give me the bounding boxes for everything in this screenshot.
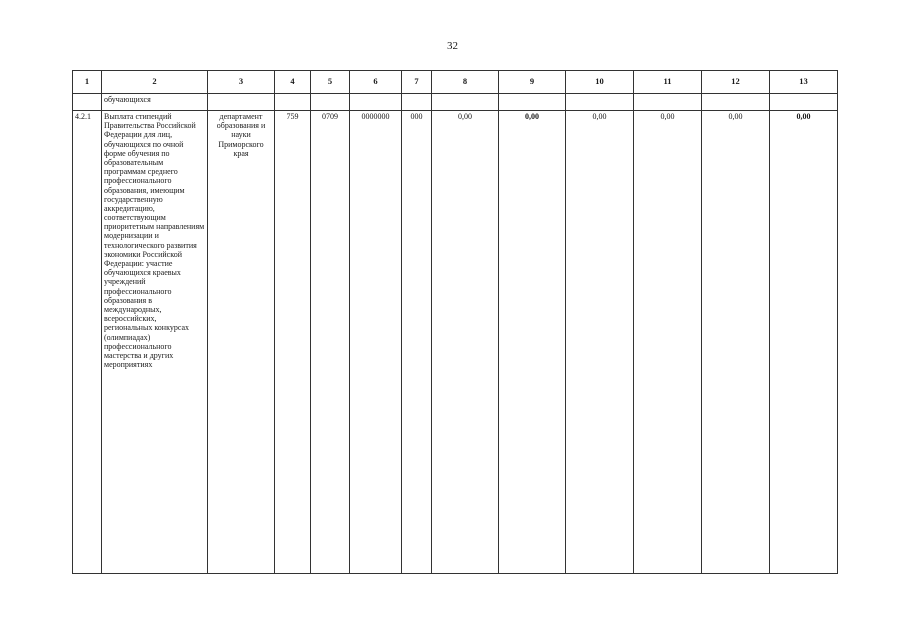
column-header: 10 [566,71,634,94]
row-executor: департамент образования и науки Приморского края [208,111,275,574]
row-value-10: 0,00 [566,111,634,574]
column-header: 6 [350,71,402,94]
row-value-11: 0,00 [634,111,702,574]
row-value-8: 0,00 [432,111,499,574]
row-description: Выплата стипендий Правительства Российской Федерации для лиц, обучающихся по очной форме обучения по образовательным программам среднего профессионального образования, имеющим государственную аккредитацию, соответствующим приоритетным направлениям модернизации и технологического развития экономики Российской Федерации: участие обучающихся краевых учреждений профессионального образования в международных, всероссийских, региональных конкурсах (олимпиадах) профессионального мастерства и других мероприятиях [102,111,208,574]
row-value-12: 0,00 [702,111,770,574]
column-header: 11 [634,71,702,94]
column-header: 5 [311,71,350,94]
column-header: 13 [770,71,838,94]
column-header: 4 [275,71,311,94]
table-row [73,111,838,574]
row-csr: 0000000 [350,111,402,574]
row-value-13: 0,00 [770,111,838,574]
column-header: 12 [702,71,770,94]
column-header: 8 [432,71,499,94]
column-header: 9 [499,71,566,94]
continuation-row [73,94,838,111]
column-header: 2 [102,71,208,94]
column-header: 1 [73,71,102,94]
column-header: 7 [402,71,432,94]
row-number: 4.2.1 [73,111,102,574]
budget-table [72,70,838,574]
row-value-9: 0,00 [499,111,566,574]
row-vr: 000 [402,111,432,574]
page-number: 32 [447,40,458,52]
column-header: 3 [208,71,275,94]
table-header-row [73,71,838,94]
continuation-text: обучающихся [102,94,208,111]
row-rzpr: 0709 [311,111,350,574]
row-grbs: 759 [275,111,311,574]
